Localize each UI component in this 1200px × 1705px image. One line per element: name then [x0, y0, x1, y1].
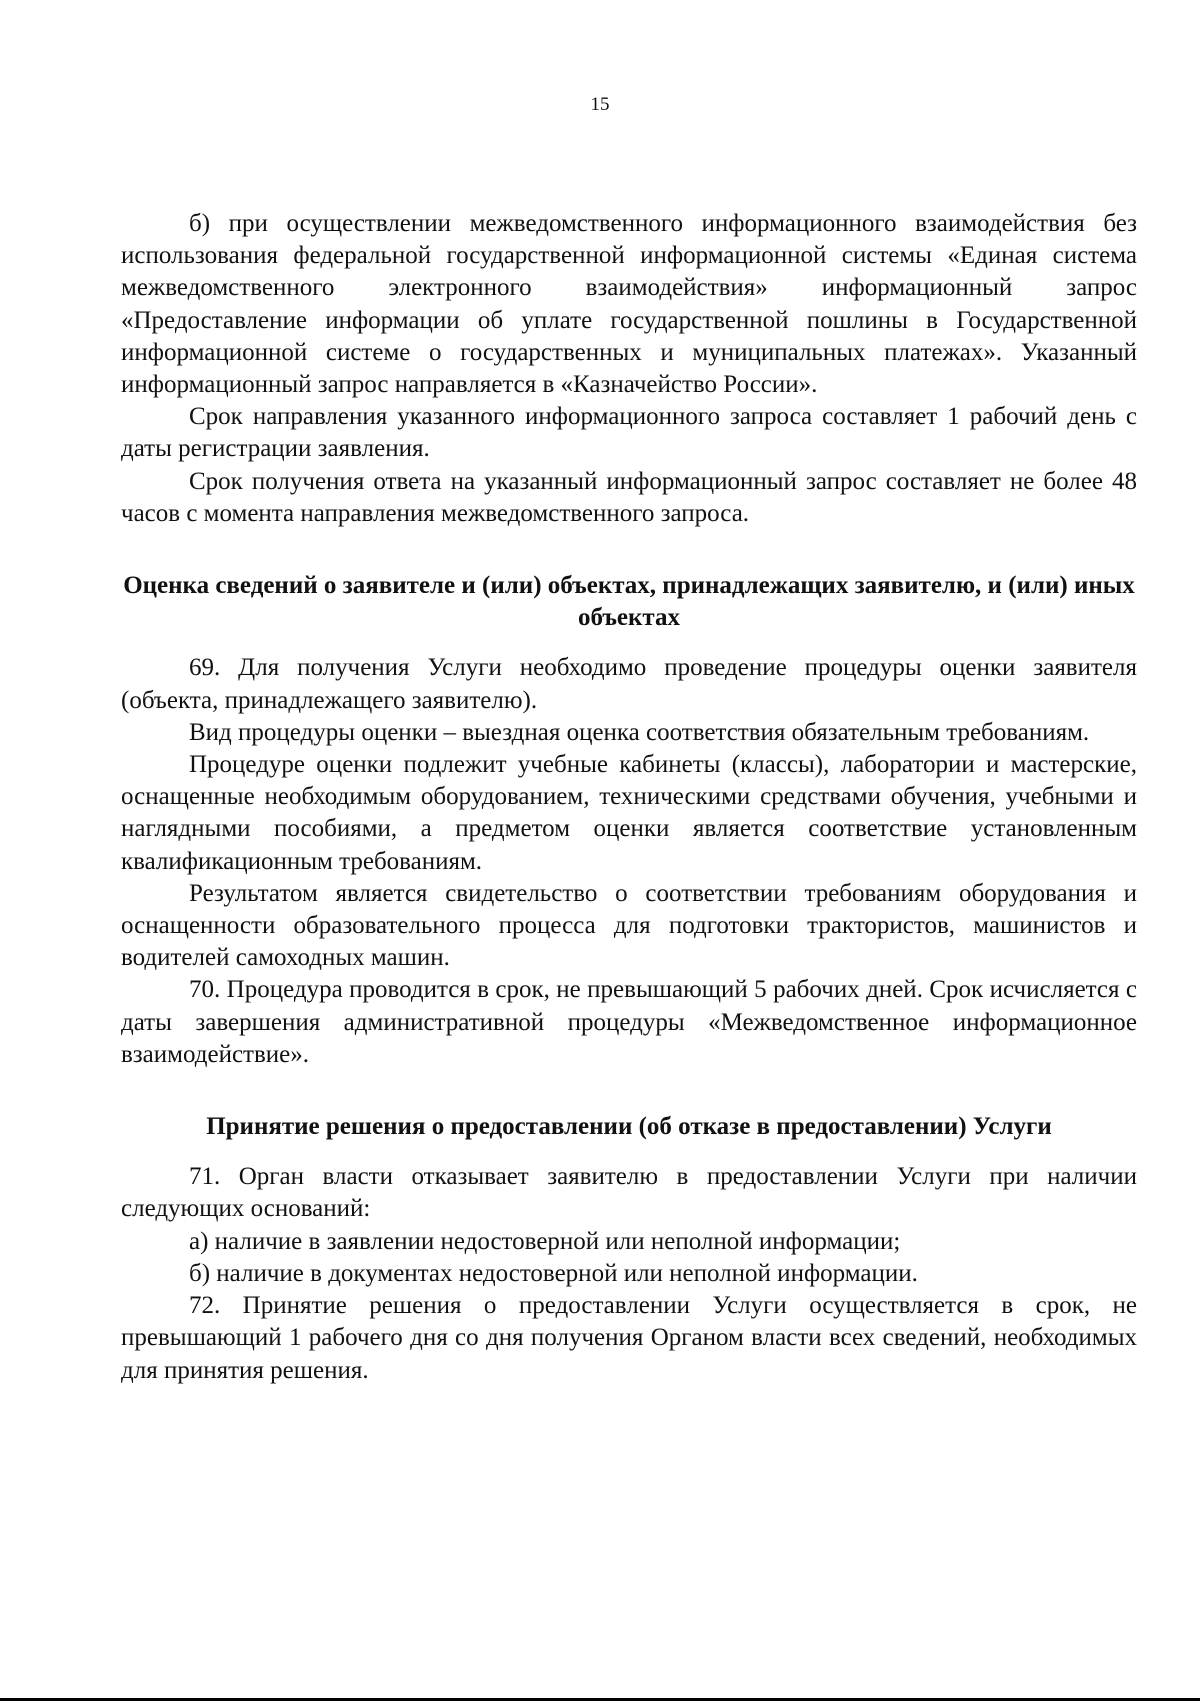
section-decision-body — [121, 1161, 1137, 1386]
page-number: 15 — [590, 94, 610, 115]
paragraph-refusal-ground-b: б) наличие в документах недостоверной или неполной информации. — [189, 1259, 918, 1287]
paragraph-assessment-result: Результатом является свидетельство о соответствии требованиям оборудования и оснащенности образовательного процесса для подготовки трактористов, машинистов и водителей самоходных машин. — [121, 879, 1137, 972]
paragraph-69: 69. Для получения Услуги необходимо проведение процедуры оценки заявителя (объекта, принадлежащего заявителю). — [121, 654, 1137, 714]
paragraph-response-term: Срок получения ответа на указанный информационный запрос составляет не более 48 часов с момента направления межведомственного запроса. — [121, 467, 1137, 527]
paragraph-refusal-ground-a: а) наличие в заявлении недостоверной или неполной информации; — [189, 1227, 901, 1255]
section-title-decision: Принятие решения о предоставлении (об отказе в предоставлении) Услуги — [206, 1113, 1052, 1141]
paragraph-assessment-subject: Процедуре оценки подлежит учебные кабинеты (классы), лаборатории и мастерские, оснащенные необходимым оборудованием, техническими средствами обучения, учебными и наглядными пособиями, а предметом оценки является соответствие установленным квалификационным требованиям. — [121, 751, 1137, 875]
scan-bottom-edge — [0, 1698, 1200, 1701]
paragraph-assessment-type: Вид процедуры оценки – выездная оценка соответствия обязательным требованиям. — [189, 718, 1090, 746]
paragraph-interagency-request: б) при осуществлении межведомственного информационного взаимодействия без использования федеральной государственной информационной системы «Единая система межведомственного электронного взаимодействия» информационный запрос «Предоставление информации об уплате государственной пошлины в Государственной информационной системе о государственных и муниципальных платежах». Указанный информационный запрос направляется в «Казначейство России». — [121, 210, 1137, 399]
paragraph-72: 72. Принятие решения о предоставлении Услуги осуществляется в срок, не превышающий 1 рабочего дня со дня получения Органом власти всех сведений, необходимых для принятия решения. — [121, 1292, 1137, 1384]
document-body — [121, 208, 1137, 1387]
section-assessment-body — [121, 652, 1137, 1071]
paragraph-request-sending-term: Срок направления указанного информационного запроса составляет 1 рабочий день с даты регистрации заявления. — [121, 403, 1137, 463]
paragraph-71: 71. Орган власти отказывает заявителю в предоставлении Услуги при наличии следующих оснований: — [121, 1163, 1137, 1223]
section-title-assessment: Оценка сведений о заявителе и (или) объектах, принадлежащих заявителю, и (или) иных объектах — [123, 572, 1135, 632]
paragraph-70: 70. Процедура проводится в срок, не превышающий 5 рабочих дней. Срок исчисляется с даты завершения административной процедуры «Межведомственное информационное взаимодействие». — [121, 976, 1137, 1068]
